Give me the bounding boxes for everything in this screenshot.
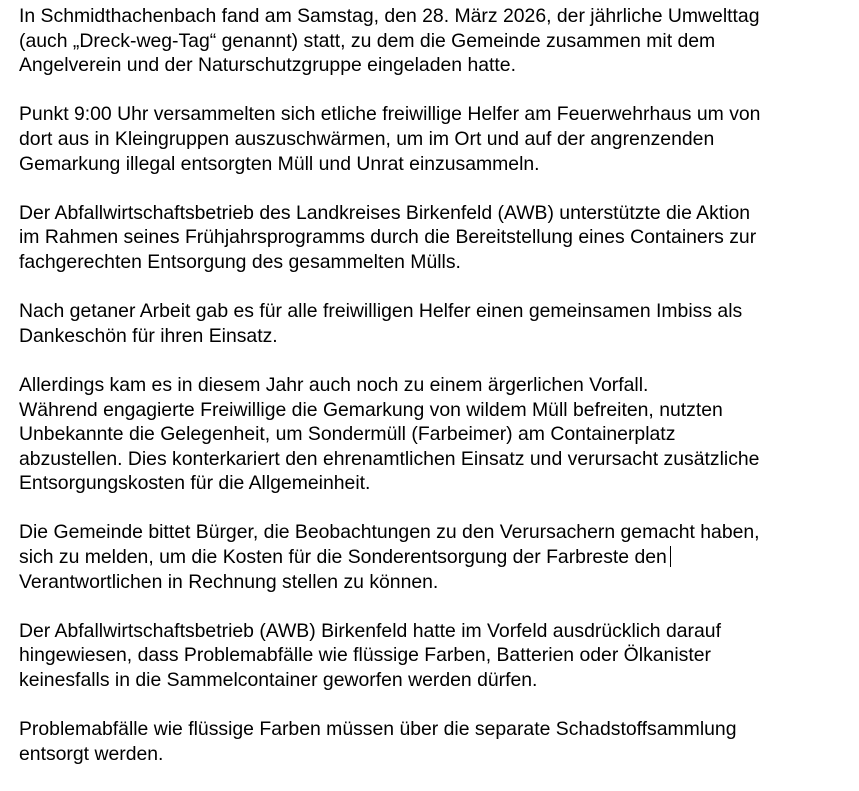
text-line: Die Gemeinde bittet Bürger, die Beobachtungen zu den Verursachern gemacht haben, <box>19 521 760 544</box>
paragraph-awb-unterstuetzung <box>19 201 851 275</box>
paragraph-imbiss <box>19 299 851 348</box>
text-line: keinesfalls in die Sammelcontainer geworfen werden dürfen. <box>19 669 538 692</box>
text-line: dort aus in Kleingruppen auszuschwärmen, um im Ort und auf der angrenzenden <box>19 127 715 150</box>
text-line: Punkt 9:00 Uhr versammelten sich etliche freiwillige Helfer am Feuerwehrhaus um von <box>19 103 761 126</box>
text-line: Nach getaner Arbeit gab es für alle freiwilligen Helfer einen gemeinsamen Imbiss als <box>19 300 743 323</box>
text-line: Problemabfälle wie flüssige Farben müssen über die separate Schadstoffsammlung <box>19 718 737 741</box>
text-line: abzustellen. Dies konterkariert den ehrenamtlichen Einsatz und verursacht zusätzliche <box>19 447 760 470</box>
text-line: Der Abfallwirtschaftsbetrieb (AWB) Birkenfeld hatte im Vorfeld ausdrücklich darauf <box>19 619 721 642</box>
paragraph-helfer-versammlung <box>19 102 851 176</box>
text-line-content: sich zu melden, um die Kosten für die Sonderentsorgung der Farbreste den <box>19 546 667 569</box>
paragraph-umwelttag-intro <box>19 4 851 78</box>
paragraph-vorfall <box>19 373 851 496</box>
text-line: im Rahmen seines Frühjahrsprogramms durch die Bereitstellung eines Containers zur <box>19 226 757 249</box>
text-line: Allerdings kam es in diesem Jahr auch noch zu einem ärgerlichen Vorfall. <box>19 373 649 396</box>
text-cursor <box>670 546 671 567</box>
text-line: Entsorgungskosten für die Allgemeinheit. <box>19 472 371 495</box>
text-line: Gemarkung illegal entsorgten Müll und Unrat einzusammeln. <box>19 152 540 175</box>
text-line: fachgerechten Entsorgung des gesammelten Mülls. <box>19 250 461 273</box>
text-line: Während engagierte Freiwillige die Gemarkung von wildem Müll befreiten, nutzten <box>19 398 723 421</box>
document-text-area[interactable] <box>19 4 851 791</box>
text-line: In Schmidthachenbach fand am Samstag, den 28. März 2026, der jährliche Umwelttag <box>19 5 760 27</box>
text-line: Unbekannte die Gelegenheit, um Sondermüll (Farbeimer) am Containerplatz <box>19 423 676 446</box>
text-line: entsorgt werden. <box>19 742 164 765</box>
text-line: Angelverein und der Naturschutzgruppe eingeladen hatte. <box>19 54 516 77</box>
text-line-with-caret <box>19 545 851 570</box>
paragraph-schadstoffsammlung <box>19 717 851 766</box>
paragraph-buerger-aufruf <box>19 520 851 594</box>
paragraph-awb-hinweis <box>19 619 851 693</box>
text-line: Verantwortlichen in Rechnung stellen zu können. <box>19 570 439 593</box>
text-line: (auch „Dreck-weg-Tag“ genannt) statt, zu dem die Gemeinde zusammen mit dem <box>19 29 716 52</box>
text-line: Der Abfallwirtschaftsbetrieb des Landkreises Birkenfeld (AWB) unterstützte die Aktion <box>19 201 751 224</box>
text-line: hingewiesen, dass Problemabfälle wie flüssige Farben, Batterien oder Ölkanister <box>19 644 711 667</box>
text-line: Dankeschön für ihren Einsatz. <box>19 324 278 347</box>
